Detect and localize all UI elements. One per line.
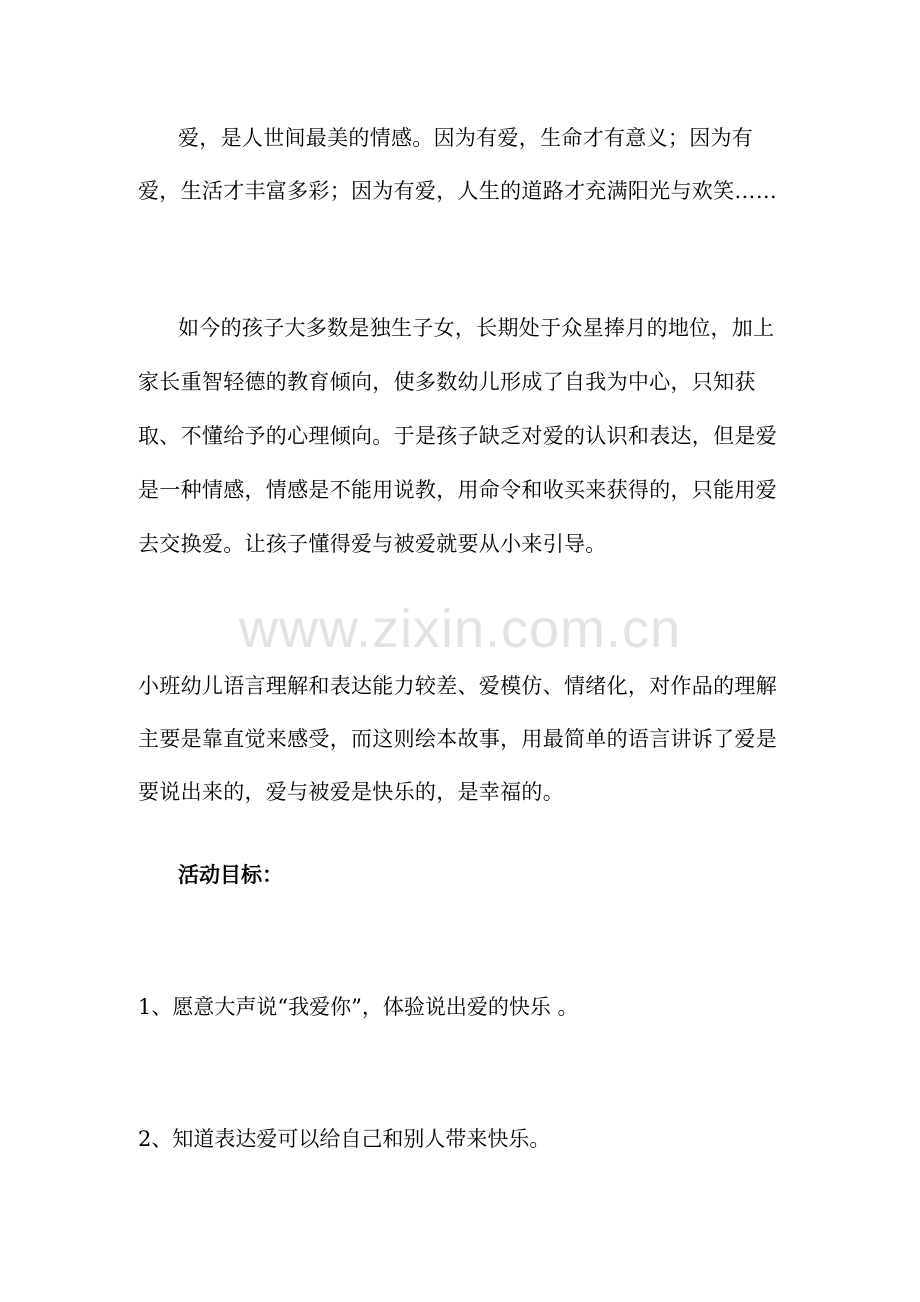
paragraph-analysis: 小班幼儿语言理解和表达能力较差、爱模仿、情绪化，对作品的理解主要是靠直觉来感受，而这则绘本故事，用最简单的语言讲诉了爱是要说出来的，爱与被爱是快乐的，是幸福的。 xyxy=(138,674,777,804)
section-heading: 活动目标： xyxy=(178,862,283,887)
goal-item: 1、愿意大声说“我爱你”，体验说出爱的快乐 。 xyxy=(138,995,579,1019)
goal-item: 2、知道表达爱可以给自己和别人带来快乐。 xyxy=(138,1127,551,1151)
paragraph-background: 如今的孩子大多数是独生子女，长期处于众星捧月的地位，加上家长重智轻德的教育倾向，使多数幼儿形成了自我为中心，只知获取、不懂给予的心理倾向。于是孩子缺乏对爱的认识和表达，但是爱是一种情感，情感是不能用说教，用命令和收买来获得的，只能用爱去交换爱。让孩子懂得爱与被爱就要从小来引导。 xyxy=(138,316,777,556)
paragraph-intro: 爱，是人世间最美的情感。因为有爱，生命才有意义；因为有爱，生活才丰富多彩；因为有爱，人生的道路才充满阳光与欢笑…… xyxy=(138,126,777,203)
watermark: www.zixin.com.cn xyxy=(238,599,682,659)
